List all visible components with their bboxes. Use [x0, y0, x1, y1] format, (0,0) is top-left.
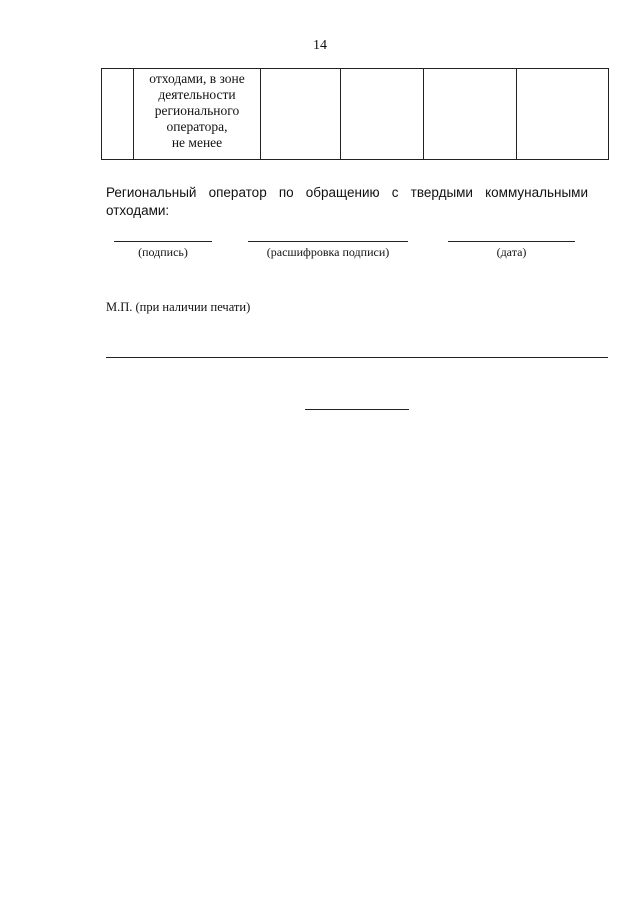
- table-fragment: [101, 68, 609, 160]
- cell-text-line: оператора,: [166, 119, 228, 134]
- cell-text-line: отходами, в зоне: [149, 71, 245, 86]
- table-cell-number: [102, 69, 134, 160]
- table-cell-indicator: [134, 69, 261, 160]
- table-row: [102, 69, 609, 160]
- cell-text-line: регионального: [154, 103, 240, 118]
- table-cell-empty: [261, 69, 341, 160]
- signature-line: [114, 241, 212, 242]
- operator-label: Региональный оператор по обращению с твердыми коммунальными отходами:: [106, 185, 588, 218]
- date-line: [448, 241, 575, 242]
- cell-text-line: деятельности: [158, 87, 236, 102]
- stamp-note: М.П. (при наличии печати): [106, 300, 251, 314]
- signature-caption: (подпись): [138, 245, 188, 259]
- page-number: 14: [313, 38, 327, 53]
- end-of-document-rule: [305, 409, 409, 410]
- name-caption: (расшифровка подписи): [266, 245, 390, 259]
- separator-rule: [106, 357, 608, 358]
- date-caption: (дата): [496, 245, 527, 259]
- table-cell-empty: [517, 69, 609, 160]
- name-line: [248, 241, 408, 242]
- cell-text-line: не менее: [171, 135, 223, 150]
- table-cell-empty: [341, 69, 424, 160]
- table-cell-empty: [424, 69, 517, 160]
